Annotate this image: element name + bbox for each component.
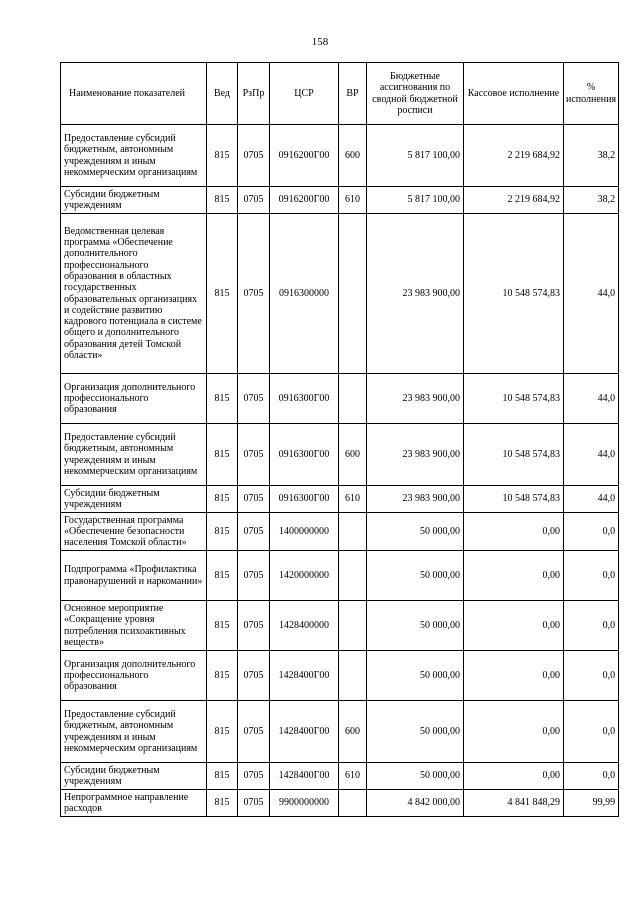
- row-csr: 0916200Г00: [270, 187, 339, 214]
- row-ved: 815: [207, 763, 238, 790]
- row-budget: 23 983 900,00: [367, 374, 464, 424]
- table-body: [61, 125, 619, 817]
- row-percent: 99,99: [564, 790, 619, 817]
- row-name: Предоставление субсидий бюджетным, автономным учреждениям и иным некоммерческим организациям: [61, 125, 207, 187]
- row-ved: 815: [207, 601, 238, 651]
- row-cash: 4 841 848,29: [464, 790, 564, 817]
- row-budget: 50 000,00: [367, 551, 464, 601]
- row-rzpr: 0705: [238, 125, 270, 187]
- row-csr: 9900000000: [270, 790, 339, 817]
- row-cash: 0,00: [464, 763, 564, 790]
- row-name: Субсидии бюджетным учреждениям: [61, 763, 207, 790]
- header-percent: % исполнения: [564, 63, 619, 125]
- row-name: Основное мероприятие «Сокращение уровня потребления психоактивных веществ»: [61, 601, 207, 651]
- row-vr: 600: [339, 701, 367, 763]
- row-percent: 38,2: [564, 125, 619, 187]
- table-row: [61, 790, 619, 817]
- row-name: Государственная программа «Обеспечение безопасности населения Томской области»: [61, 513, 207, 551]
- row-cash: 0,00: [464, 651, 564, 701]
- row-rzpr: 0705: [238, 551, 270, 601]
- row-cash: 10 548 574,83: [464, 374, 564, 424]
- row-budget: 23 983 900,00: [367, 486, 464, 513]
- row-budget: 50 000,00: [367, 651, 464, 701]
- row-percent: 44,0: [564, 486, 619, 513]
- row-ved: 815: [207, 424, 238, 486]
- table-row: [61, 424, 619, 486]
- row-rzpr: 0705: [238, 187, 270, 214]
- header-vr: ВР: [339, 63, 367, 125]
- table-row: [61, 374, 619, 424]
- row-ved: 815: [207, 701, 238, 763]
- row-rzpr: 0705: [238, 790, 270, 817]
- row-name: Предоставление субсидий бюджетным, автономным учреждениям и иным некоммерческим организациям: [61, 424, 207, 486]
- row-ved: 815: [207, 790, 238, 817]
- table-row: [61, 187, 619, 214]
- row-cash: 0,00: [464, 601, 564, 651]
- row-rzpr: 0705: [238, 374, 270, 424]
- row-percent: 0,0: [564, 601, 619, 651]
- row-cash: 0,00: [464, 513, 564, 551]
- row-percent: 0,0: [564, 651, 619, 701]
- row-csr: 0916300Г00: [270, 486, 339, 513]
- row-cash: 0,00: [464, 701, 564, 763]
- table-row: [61, 214, 619, 374]
- row-rzpr: 0705: [238, 651, 270, 701]
- row-budget: 50 000,00: [367, 763, 464, 790]
- page-number: 158: [311, 36, 329, 48]
- row-vr: 610: [339, 187, 367, 214]
- row-ved: 815: [207, 486, 238, 513]
- table-row: [61, 763, 619, 790]
- row-rzpr: 0705: [238, 513, 270, 551]
- row-rzpr: 0705: [238, 486, 270, 513]
- table-row: [61, 513, 619, 551]
- table-row: [61, 551, 619, 601]
- row-cash: 2 219 684,92: [464, 125, 564, 187]
- header-budget: Бюджетные ассигнования по сводной бюджетной росписи: [367, 63, 464, 125]
- row-name: Предоставление субсидий бюджетным, автономным учреждениям и иным некоммерческим организациям: [61, 701, 207, 763]
- row-name: Ведомственная целевая программа «Обеспечение дополнительного профессионального образования в областных государственных образовательных организациях и содействие развитию кадрового потенциала в системе общего и дополнительного образования детей Томской области»: [61, 214, 207, 374]
- row-cash: 10 548 574,83: [464, 424, 564, 486]
- header-csr: ЦСР: [270, 63, 339, 125]
- row-percent: 44,0: [564, 424, 619, 486]
- row-vr: [339, 513, 367, 551]
- row-name: Организация дополнительного профессионального образования: [61, 651, 207, 701]
- row-vr: 600: [339, 125, 367, 187]
- row-csr: 0916300000: [270, 214, 339, 374]
- row-name: Субсидии бюджетным учреждениям: [61, 486, 207, 513]
- row-ved: 815: [207, 651, 238, 701]
- row-csr: 1420000000: [270, 551, 339, 601]
- row-cash: 10 548 574,83: [464, 486, 564, 513]
- header-ved: Вед: [207, 63, 238, 125]
- row-ved: 815: [207, 513, 238, 551]
- row-budget: 5 817 100,00: [367, 187, 464, 214]
- row-budget: 50 000,00: [367, 601, 464, 651]
- budget-table: [60, 62, 619, 817]
- row-name: Подпрограмма «Профилактика правонарушений и наркомании»: [61, 551, 207, 601]
- header-name: Наименование показателей: [61, 63, 207, 125]
- table-row: [61, 125, 619, 187]
- row-vr: 600: [339, 424, 367, 486]
- row-rzpr: 0705: [238, 214, 270, 374]
- row-budget: 23 983 900,00: [367, 214, 464, 374]
- row-percent: 44,0: [564, 374, 619, 424]
- row-percent: 38,2: [564, 187, 619, 214]
- table-row: [61, 601, 619, 651]
- header-rzpr: РзПр: [238, 63, 270, 125]
- row-rzpr: 0705: [238, 424, 270, 486]
- row-vr: [339, 374, 367, 424]
- row-ved: 815: [207, 374, 238, 424]
- row-ved: 815: [207, 187, 238, 214]
- row-percent: 0,0: [564, 763, 619, 790]
- row-budget: 23 983 900,00: [367, 424, 464, 486]
- row-csr: 1428400000: [270, 601, 339, 651]
- row-vr: 610: [339, 763, 367, 790]
- header-cash: Кассовое исполнение: [464, 63, 564, 125]
- table-header-row: [61, 63, 619, 125]
- row-ved: 815: [207, 551, 238, 601]
- row-budget: 50 000,00: [367, 513, 464, 551]
- row-cash: 10 548 574,83: [464, 214, 564, 374]
- row-vr: 610: [339, 486, 367, 513]
- row-csr: 0916300Г00: [270, 424, 339, 486]
- table-row: [61, 486, 619, 513]
- row-csr: 0916200Г00: [270, 125, 339, 187]
- row-budget: 50 000,00: [367, 701, 464, 763]
- row-vr: [339, 214, 367, 374]
- row-ved: 815: [207, 214, 238, 374]
- row-rzpr: 0705: [238, 601, 270, 651]
- row-percent: 44,0: [564, 214, 619, 374]
- row-vr: [339, 551, 367, 601]
- row-csr: 0916300Г00: [270, 374, 339, 424]
- row-cash: 2 219 684,92: [464, 187, 564, 214]
- row-csr: 1400000000: [270, 513, 339, 551]
- row-ved: 815: [207, 125, 238, 187]
- row-rzpr: 0705: [238, 701, 270, 763]
- row-budget: 4 842 000,00: [367, 790, 464, 817]
- row-budget: 5 817 100,00: [367, 125, 464, 187]
- row-percent: 0,0: [564, 513, 619, 551]
- row-csr: 1428400Г00: [270, 763, 339, 790]
- row-name: Организация дополнительного профессионального образования: [61, 374, 207, 424]
- row-percent: 0,0: [564, 551, 619, 601]
- row-vr: [339, 651, 367, 701]
- row-vr: [339, 790, 367, 817]
- row-csr: 1428400Г00: [270, 651, 339, 701]
- row-rzpr: 0705: [238, 763, 270, 790]
- table-row: [61, 651, 619, 701]
- row-csr: 1428400Г00: [270, 701, 339, 763]
- table-row: [61, 701, 619, 763]
- row-name: Субсидии бюджетным учреждениям: [61, 187, 207, 214]
- row-percent: 0,0: [564, 701, 619, 763]
- row-vr: [339, 601, 367, 651]
- row-cash: 0,00: [464, 551, 564, 601]
- row-name: Непрограммное направление расходов: [61, 790, 207, 817]
